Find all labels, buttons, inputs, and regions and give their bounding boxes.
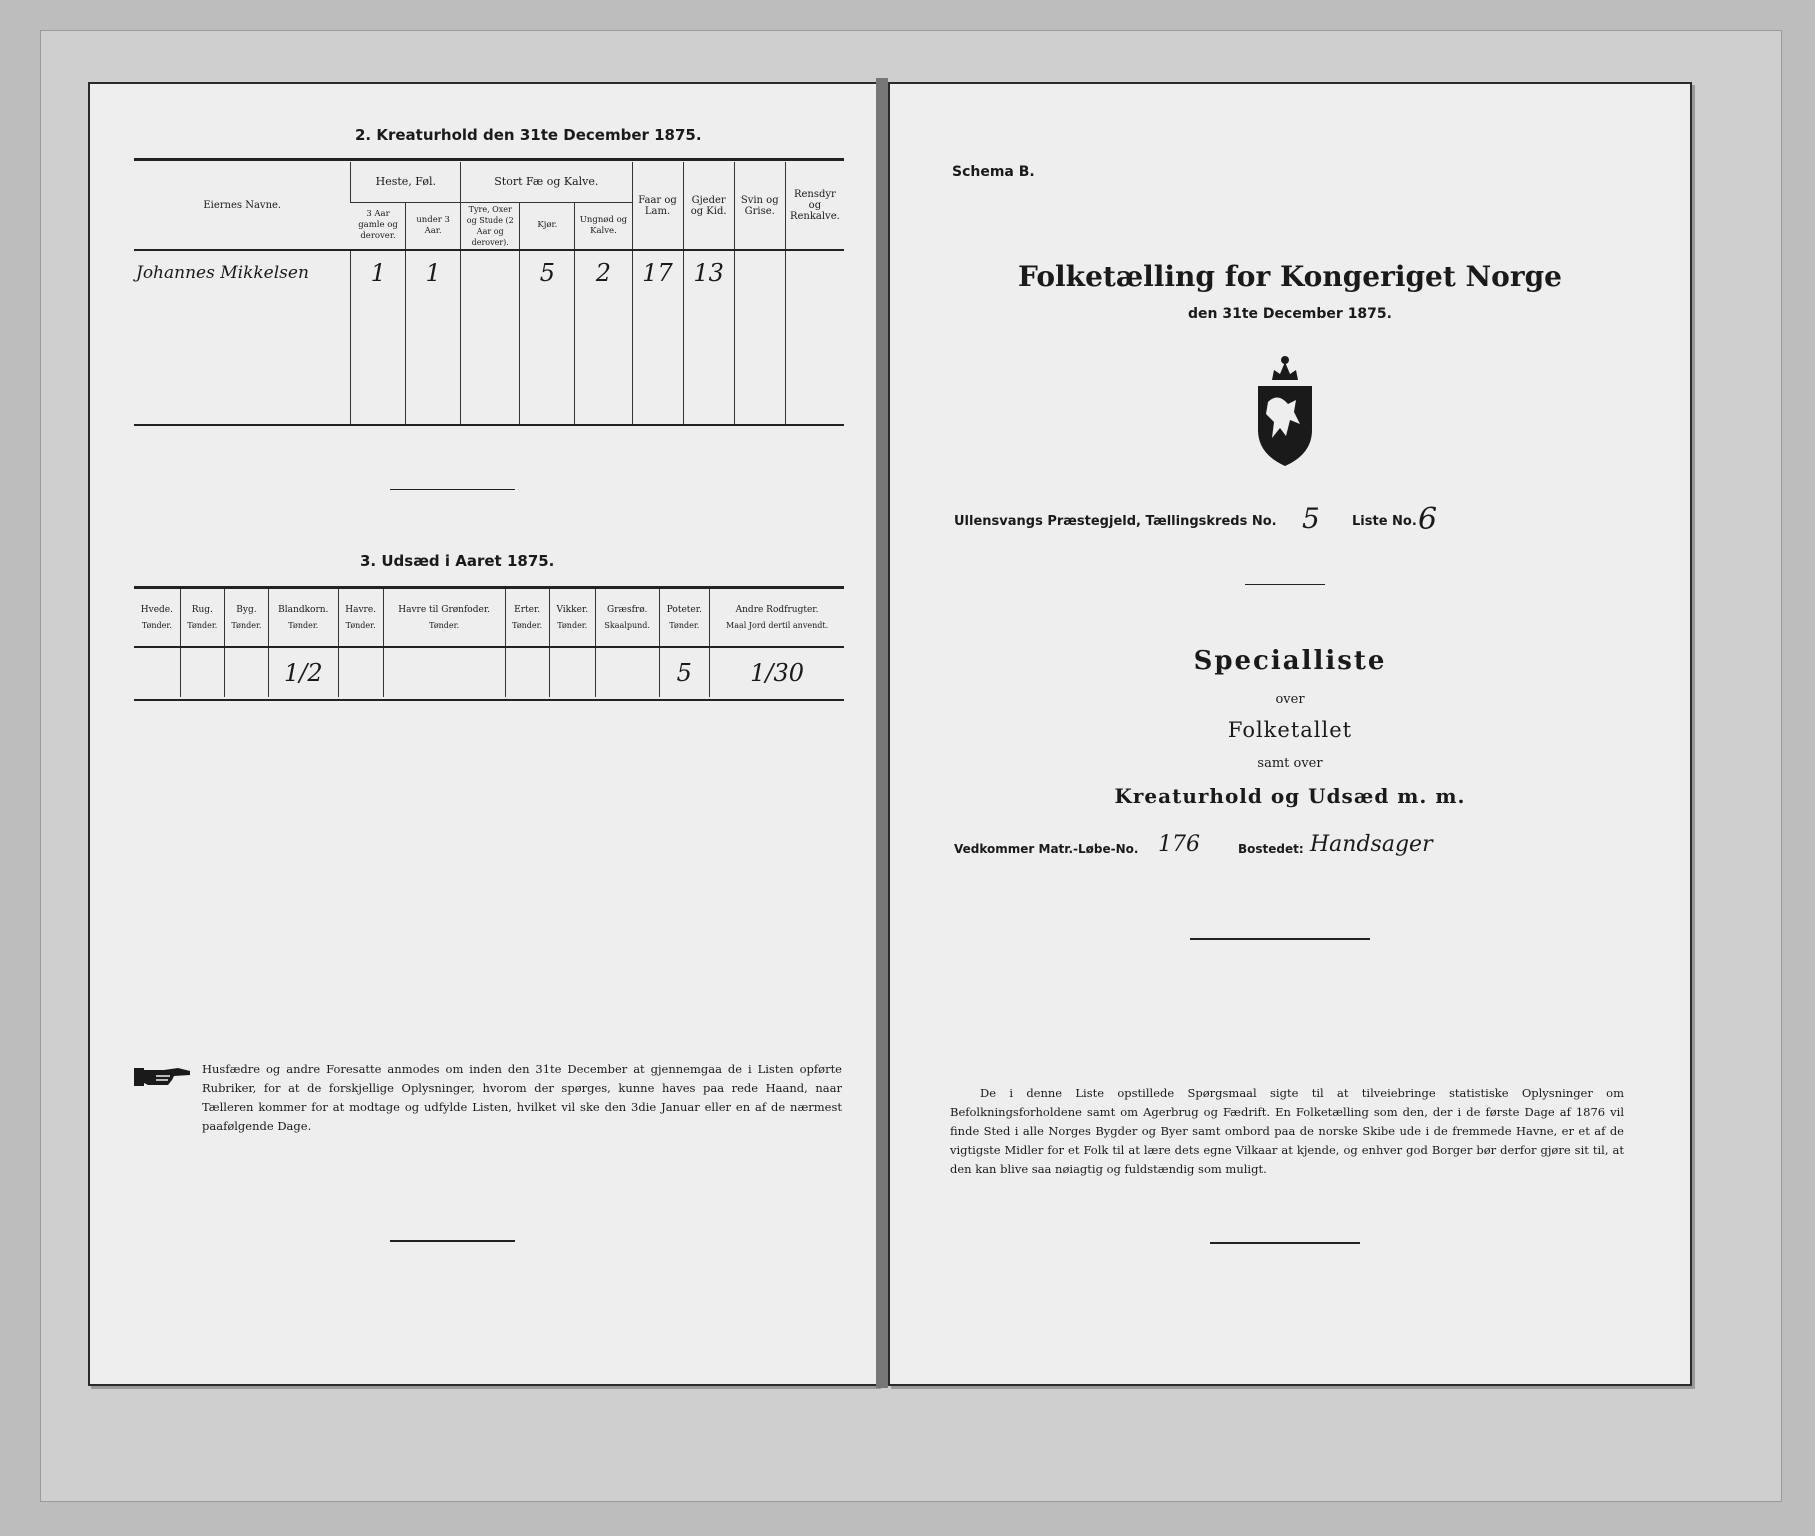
- notice-text: Husfædre og andre Foresatte anmodes om inden den 31te December at gjennemgaa de i Listen opførte Rubriker, for at de forskjellige Oplysninger, hvorom der spørges, kunne haves paa rede Haand, naar Tælleren kommer for at modtage og udfylde Listen, hvilket vil ske den 3die Januar eller en af de nærmest paafølgende Dage.: [202, 1062, 842, 1133]
- sowing-col-unit: Tønder.: [141, 620, 172, 630]
- divider-bottom: [390, 1240, 515, 1242]
- pointing-hand-icon: [134, 1064, 192, 1090]
- sowing-value: [549, 647, 595, 697]
- sowing-col-1: [180, 589, 224, 647]
- sowing-col-name: Rug.: [191, 604, 213, 615]
- sowing-value: 1/30: [710, 647, 844, 697]
- sowing-value: [180, 647, 224, 697]
- col-owner: Eiernes Navne.: [203, 200, 282, 211]
- divider: [1190, 938, 1370, 940]
- sowing-col-unit: Skaalpund.: [604, 620, 650, 630]
- sowing-col-2: [224, 589, 268, 647]
- bosted-label: Bostedet:: [1238, 842, 1304, 856]
- folketallet-text: Folketallet: [1227, 718, 1353, 742]
- sowing-col-name: Poteter.: [666, 604, 702, 615]
- owner-name: Johannes Mikkelsen: [136, 262, 309, 283]
- district-number: 5: [1302, 502, 1320, 535]
- pigs-value: [734, 250, 785, 294]
- col-cows: Kjør.: [520, 202, 575, 250]
- sowing-col-10: [710, 589, 844, 647]
- sowing-col-name: Hvede.: [140, 604, 173, 615]
- table-row: [134, 250, 844, 294]
- sowing-col-unit: Tønder.: [669, 620, 700, 630]
- section2-top-rule: [134, 158, 844, 161]
- samt-over-text: samt over: [1257, 756, 1323, 771]
- goats-value: 13: [683, 250, 734, 294]
- sowing-col-8: [595, 589, 659, 647]
- sowing-col-unit: Tønder.: [345, 620, 376, 630]
- sowing-value: [595, 647, 659, 697]
- col-horses-old: 3 Aar gamle og derover.: [351, 202, 406, 250]
- sowing-value: 1/2: [269, 647, 339, 697]
- sowing-col-unit: Tønder.: [557, 620, 588, 630]
- sowing-col-name: Græsfrø.: [607, 604, 648, 615]
- col-horses-young: under 3 Aar.: [406, 202, 461, 250]
- section2-title: 2. Kreaturhold den 31te December 1875.: [355, 126, 702, 144]
- schema-label: Schema B.: [952, 164, 1035, 180]
- sowing-col-0: [134, 589, 180, 647]
- col-reindeer: Rensdyr og Renkalve.: [785, 162, 844, 250]
- info-paragraph: De i denne Liste opstillede Spørgsmaal sigte til at tilveiebringe statistiske Oplysninger om Befolkningsforholdene samt om Agerbrug og Fædrift. En Folketælling som den, der i de første Dage af 1876 vil finde Sted i alle Norges Bygder og Byer samt ombord paa de norske Skibe ude i de fremmede Havne, er et af de vigtigste Midler for et Folk til at lære dets egne Vilkaar at kjende, og enhver god Borger bør derfor gjøre sit til, at den kan blive saa nøiagtig og fuldstændig som muligt.: [950, 1086, 1624, 1176]
- sowing-table: [134, 589, 844, 697]
- section3-bottom-rule: [134, 699, 844, 701]
- list-number: 6: [1418, 502, 1438, 537]
- sowing-value: [224, 647, 268, 697]
- table-row-empty: [134, 294, 844, 426]
- group-cattle: Stort Fæ og Kalve.: [461, 162, 632, 202]
- section2-bottom-rule: [134, 424, 844, 426]
- over-text: over: [1275, 692, 1305, 707]
- left-page: [88, 82, 878, 1386]
- sowing-col-6: [505, 589, 549, 647]
- sowing-col-4: [338, 589, 383, 647]
- matr-label: Vedkommer Matr.-Løbe-No.: [954, 842, 1139, 856]
- sheep-value: 17: [632, 250, 683, 294]
- coat-of-arms-icon: [1250, 352, 1320, 470]
- sowing-col-name: Havre til Grønfoder.: [398, 604, 490, 615]
- matr-number: 176: [1158, 832, 1200, 857]
- parish-label: Ullensvangs Præstegjeld, Tællingskreds No.: [954, 514, 1277, 529]
- census-title: Folketælling for Kongeriget Norge: [1018, 260, 1562, 293]
- col-bulls: Tyre, Oxer og Stude (2 Aar og derover).: [461, 202, 520, 250]
- sowing-col-unit: Tønder.: [512, 620, 543, 630]
- sowing-col-9: [659, 589, 710, 647]
- right-page: [888, 82, 1692, 1386]
- binding-edge: [876, 78, 888, 1388]
- sowing-col-7: [549, 589, 595, 647]
- sowing-col-name: Byg.: [236, 604, 257, 615]
- sowing-value: [505, 647, 549, 697]
- sowing-value: [383, 647, 505, 697]
- section3-title: 3. Udsæd i Aaret 1875.: [360, 552, 555, 570]
- sowing-col-unit: Maal Jord dertil anvendt.: [726, 620, 829, 630]
- sowing-col-unit: Tønder.: [231, 620, 262, 630]
- young-cattle-value: 2: [575, 250, 632, 294]
- cows-value: 5: [520, 250, 575, 294]
- sowing-value: 5: [659, 647, 710, 697]
- bosted-value: Handsager: [1310, 832, 1433, 857]
- horses-young-value: 1: [406, 250, 461, 294]
- sowing-value: [134, 647, 180, 697]
- table-row: [134, 647, 844, 697]
- horses-old-value: 1: [351, 250, 406, 294]
- sowing-col-unit: Tønder.: [429, 620, 460, 630]
- list-label: Liste No.: [1352, 514, 1417, 529]
- divider: [1245, 584, 1325, 585]
- col-pigs: Svin og Grise.: [734, 162, 785, 250]
- sowing-col-3: [269, 589, 339, 647]
- reindeer-value: [785, 250, 844, 294]
- census-subtitle: den 31te December 1875.: [1188, 306, 1392, 322]
- sowing-col-name: Andre Rodfrugter.: [735, 604, 819, 615]
- col-young-cattle: Ungnød og Kalve.: [575, 202, 632, 250]
- sowing-value: [338, 647, 383, 697]
- sowing-col-unit: Tønder.: [288, 620, 319, 630]
- sowing-col-5: [383, 589, 505, 647]
- sowing-col-name: Havre.: [345, 604, 377, 615]
- livestock-sowing-text: Kreaturhold og Udsæd m. m.: [1114, 784, 1466, 808]
- sowing-col-name: Vikker.: [556, 604, 589, 615]
- divider-bottom: [1210, 1242, 1360, 1244]
- sowing-col-unit: Tønder.: [187, 620, 218, 630]
- special-list-title: Specialliste: [1193, 646, 1387, 676]
- col-goats: Gjeder og Kid.: [683, 162, 734, 250]
- group-horses: Heste, Føl.: [351, 162, 461, 202]
- sowing-col-name: Erter.: [514, 604, 541, 615]
- divider: [390, 489, 515, 490]
- livestock-table: [134, 162, 844, 426]
- sowing-col-name: Blandkorn.: [278, 604, 329, 615]
- bulls-value: [461, 250, 520, 294]
- col-sheep: Faar og Lam.: [632, 162, 683, 250]
